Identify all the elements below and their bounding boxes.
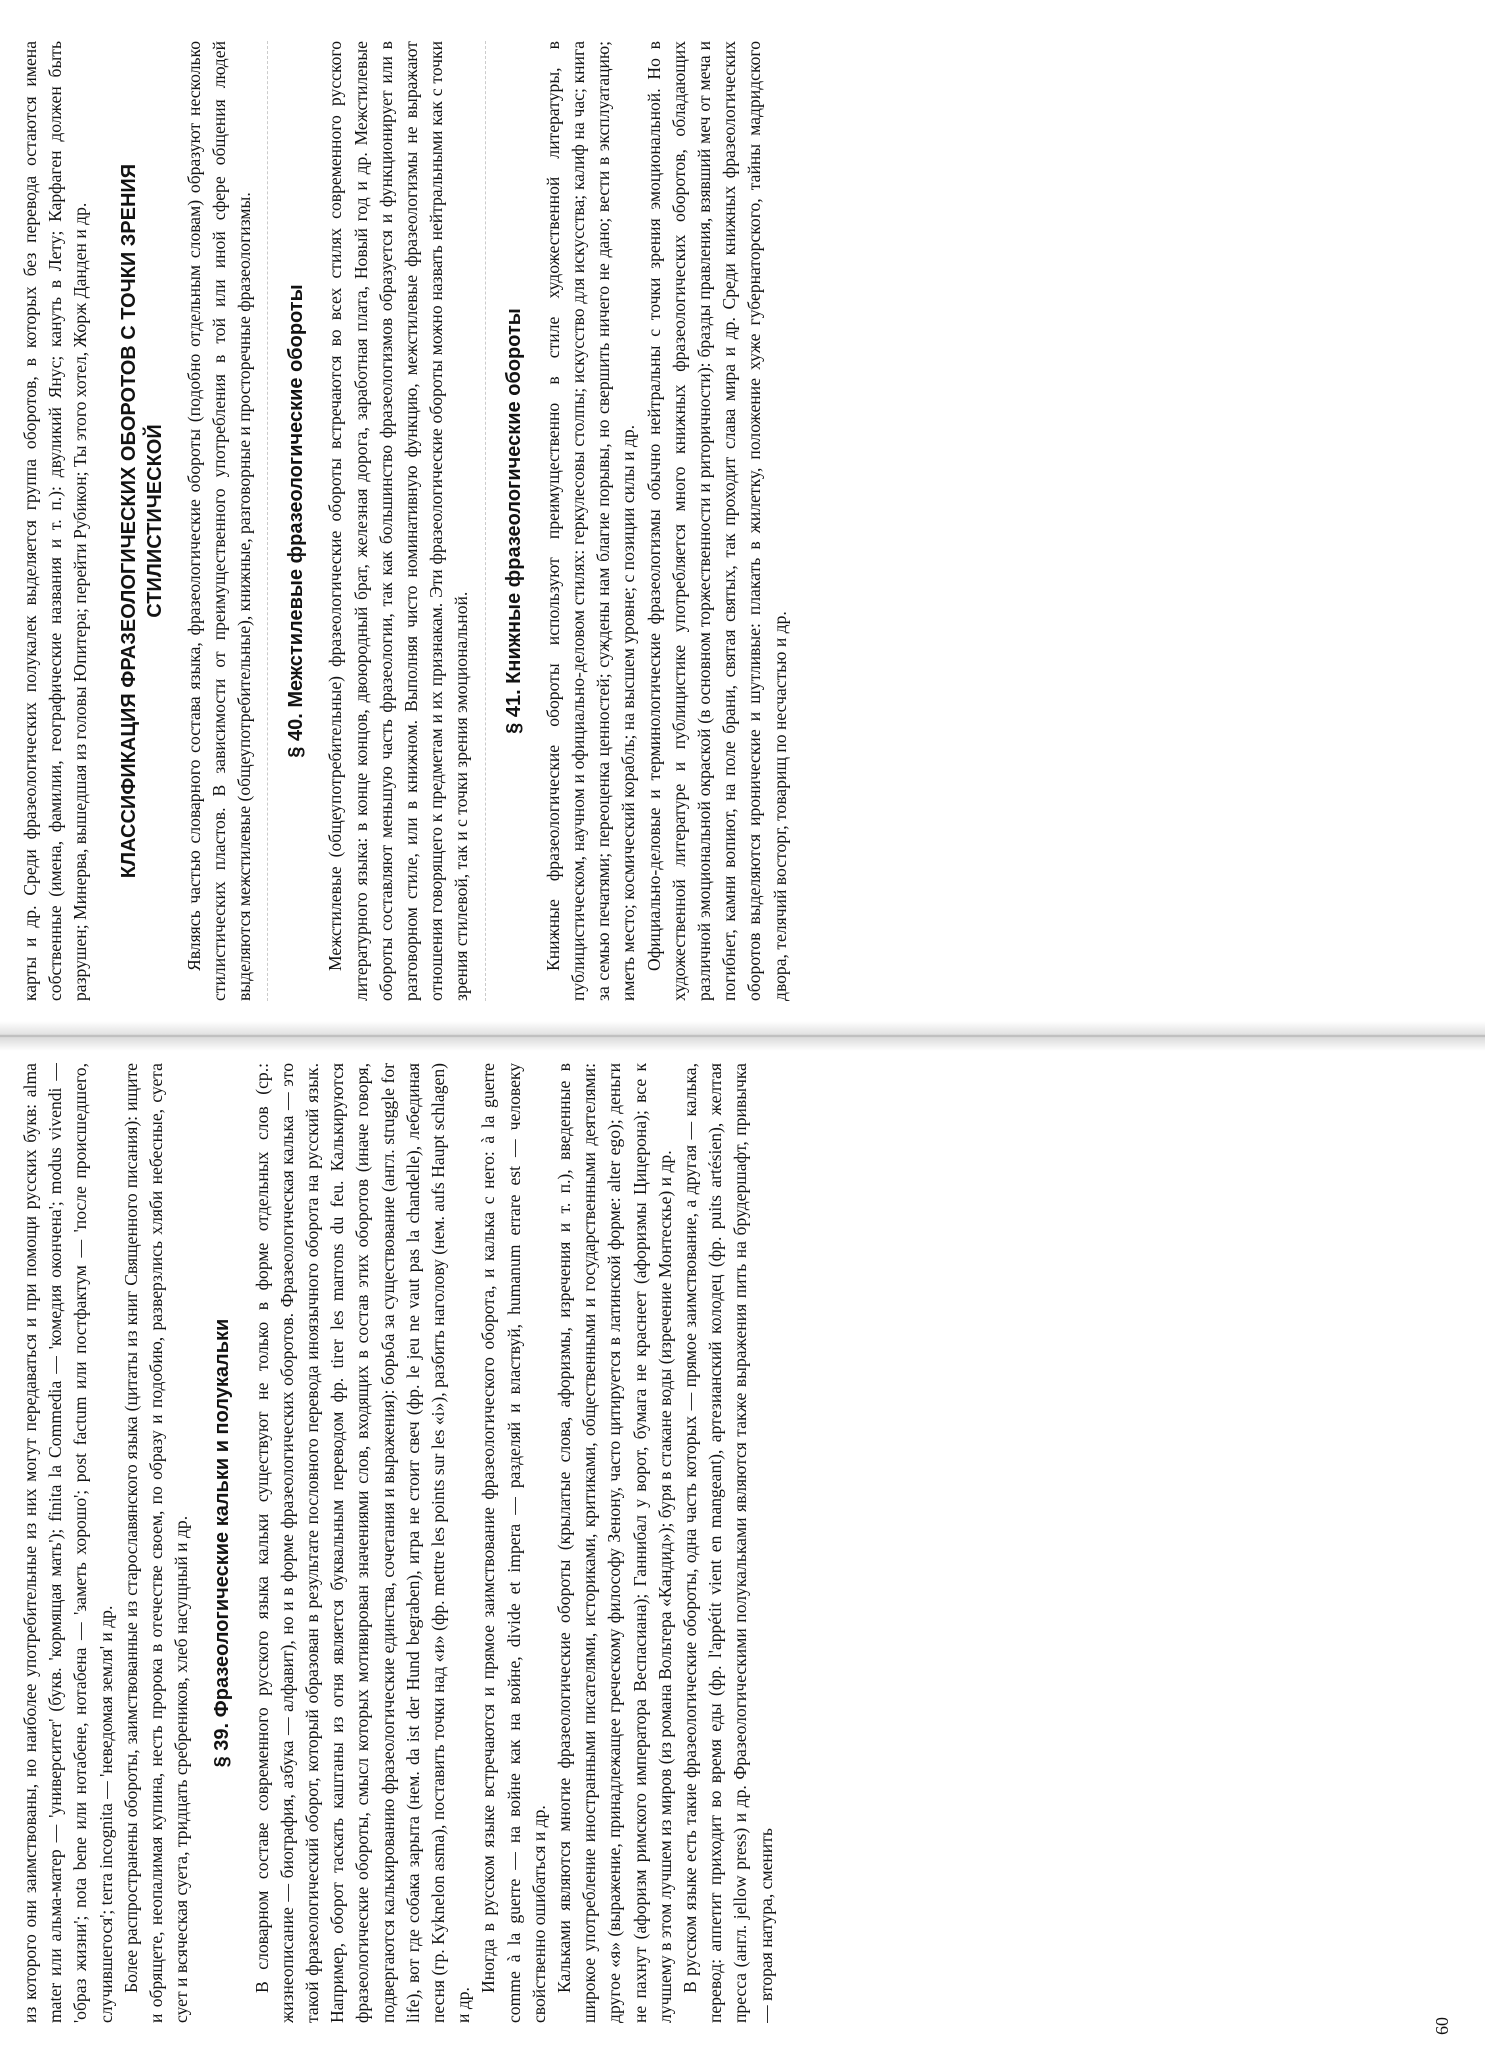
chapter-heading-line1: КЛАССИФИКАЦИЯ ФРАЗЕОЛОГИЧЕСКИХ ОБОРОТОВ С ТОЧКИ ЗРЕНИЯ: [117, 163, 140, 879]
paragraph: В русском языке есть такие фразеологические обороты, одна часть которых — прямое заимствование, а другая — калька, перевод: аппетит приходит во время еды (фр. l'appétit vient en mangeant), артезианский колодец (фр. puits artésien), желтая пресса (англ. jellow press) и др. Фразеологическими полукальками являются также выражения пить на брудершафт, привычка — вторая натура, сменить: [680, 1063, 776, 2023]
paragraph: Межстилевые (общеупотребительные) фразеологические обороты встречаются во всех стилях современного русского литературного языка: в конце концов, двоюродный брат, железная дорога, заработная плата, Новый год и др. Межстилевые обороты составляют меньшую часть фразеологии, так как большинство фразеологизмов образуется и функционирует или в разговорном стиле, или в книжном. Выполняя чисто номинативную функцию, межстилевые фразеологизмы не выражают отношения говорящего к предметам и их признакам. Эти фразеологические обороты можно назвать нейтральными как с точки зрения стилевой, так и с точки зрения эмоциональной.: [325, 41, 472, 1001]
right-page: [18, 41, 1438, 1001]
book-spine: [0, 1021, 1485, 1051]
left-page: [18, 1063, 1438, 2023]
paragraph: карты и др. Среди фразеологических полукалек выделяется группа оборотов, в которых без перевода остаются имена собственные (имена, фамилии, географические названия и т. п.): двуликий Янус; кануть в Лету; Карфаген должен быть разрушен; Минерва, вышедшая из головы Юпитера; перейти Рубикон; Ты этого хотел, Жорж Данден и др.: [20, 41, 91, 1001]
paragraph: Кальками являются многие фразеологические обороты (крылатые слова, афоризмы, изречения и т. п.), введенные в широкое употребление иностранными писателями, историками, критиками, общественными и государственными деятелями: другое «я» (выражение, принадлежащее греческому философу Зенону, часто цитируется в латинской форме: alter ego); деньги не пахнут (афоризм римского императора Веспасиана); Ганнибал у ворот, бумага не краснеет (афоризмы Цицерона); все к лучшему в этом лучшем из миров (из романа Вольтера «Кандид»); буря в стакане воды (изречение Монтескье) и др.: [554, 1063, 675, 2023]
page-number: 60: [1432, 2017, 1452, 2035]
paragraph: из которого они заимствованы, но наиболее употребительные из них могут передаваться и при помощи русских букв: alma mater или альма-матер — 'университет' (букв. 'кормящая мать'); finita la Commedia — 'комедия окончена'; modus vivendi — 'образ жизни'; nota bene или нотабене, нотабена — 'заметь хорошо'; post factum или постфактум — 'после происшедшего, случившегося'; terra incognita — 'неведомая земля' и др.: [20, 1063, 116, 2023]
paragraph: Официально-деловые и терминологические фразеологизмы обычно нейтральны с точки зрения эмоциональной. Но в художественной литературе и публицистике употребляется много книжных фразеологических оборотов, обладающих различной эмоциональной окраской (в основном торжественности и риторичности): бразды правления, взявший меч от меча и погибнет, камни вопиют, на поле брани, святая святых, так проходит слава мира и др. Среди книжных фразеологических оборотов выделяются иронические и шутливые: плакать в жилетку, положение хуже губернаторского, тайны мадридского двора, телячий восторг, товарищ по несчастью и др.: [643, 41, 790, 1001]
chapter-heading: [116, 41, 168, 1001]
paragraph: Иногда в русском языке встречаются и прямое заимствование фразеологического оборота, и калька с него: à la guerre comme à la guerre — на войне как на войне, divide et impera — разделяй и властвуй, humanum errare est — человеку свойственно ошибаться и др.: [478, 1063, 549, 2023]
paragraph: В словарном составе современного русского языка кальки существуют не только в форме отдельных слов (ср.: жизнеописание — биография, азбука — алфавит), но и в форме фразеологических оборотов. Фразеологическая калька — это такой фразеологический оборот, который образован в результате пословного перевода иноязычного оборота на русский язык. Например, оборот таскать каштаны из огня является буквальным переводом фр. tirer les marrons du feu. Калькируются фразеологические обороты, смысл которых мотивирован значениями слов, входящих в состав этих оборотов (иначе говоря, подвергаются калькированию фразеологические единства, сочетания и выражения): борьба за существование (англ. struggle for life), вот где собака зарыта (нем. da ist der Hund begraben), игра не стоит свеч (фр. le jeu ne vaut pas la chandelle), лебединая песня (гр. Kyknelon asma), поставить точки над «и» (фр. mettre les points sur les «i»), разбить наголову (нем. aufs Haupt schlagen) и др.: [251, 1063, 474, 2023]
section-heading-41: § 41. Книжные фразеологические обороты: [502, 308, 525, 734]
chapter-heading-line2: СТИЛИСТИЧЕСКОЙ: [143, 424, 166, 618]
paragraph: Являясь частью словарного состава языка, фразеологические обороты (подобно отдельным словам) образуют несколько стилистических пластов. В зависимости от преимущественного употребления в той или иной сфере общения людей выделяются межстилевые (общеупотребительные), книжные, разговорные и просторечные фразеологизмы.: [183, 41, 255, 1001]
paragraph: Более распространены обороты, заимствованные из старославянского языка (цитаты из книг Священного писания): ищите и обрящете, неопалимая купина, несть пророка в отечестве своем, по образу и подобию, разверзлись хляби небесные, суета сует и всяческая суета, тридцать сребреников, хлеб насущный и др.: [120, 1063, 192, 2023]
paragraph: Книжные фразеологические обороты используют преимущественно в стиле художественной литературы, в публицистическом, научном и официально-деловом стилях: геркулесовы столпы; искусство для искусства; калиф на час; книга за семью печатями; переоценка ценностей; суждены нам благие порывы, но свершить ничего не дано; вести в эксплуатацию; иметь место; космический корабль; на высшем уровне; с позиции силы и др.: [542, 41, 639, 1001]
divider: [485, 41, 486, 1001]
section-heading-39: § 39. Фразеологические кальки и полукальки: [211, 1318, 234, 1768]
divider: [267, 41, 268, 1001]
section-heading-40: § 40. Межстилевые фразеологические обороты: [285, 284, 308, 758]
